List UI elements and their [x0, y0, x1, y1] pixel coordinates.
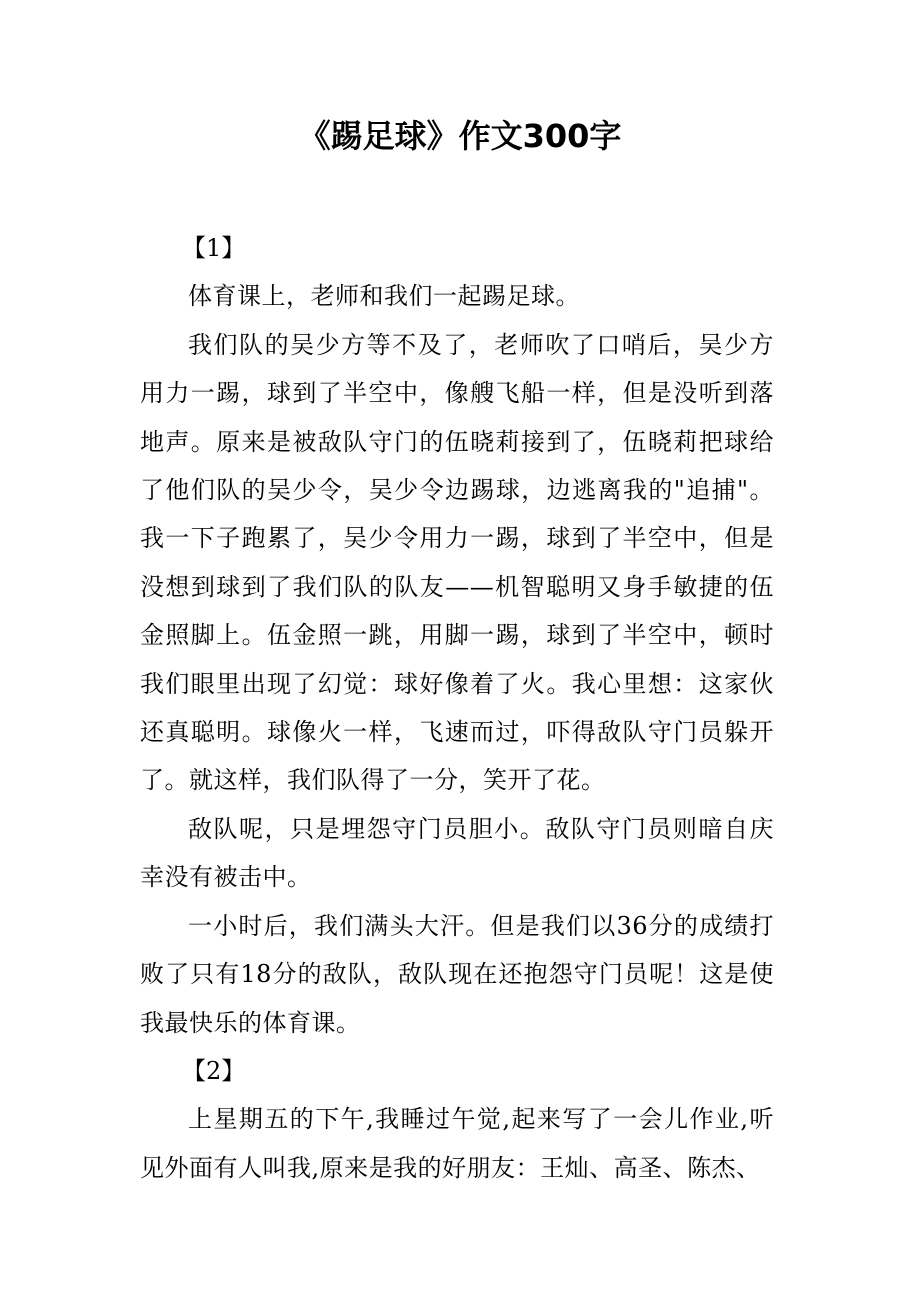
paragraph: 一小时后，我们满头大汗。但是我们以36分的成绩打败了只有18分的敌队，敌队现在还抱怨守门员呢！这是使我最快乐的体育课。: [140, 911, 774, 1037]
paragraph: 敌队呢，只是埋怨守门员胆小。敌队守门员则暗自庆幸没有被击中。: [140, 814, 774, 892]
section-marker: 【1】: [182, 234, 246, 262]
paragraph: 上星期五的下午,我睡过午觉,起来写了一会儿作业,听见外面有人叫我,原来是我的好朋友：王灿、高圣、陈杰、: [140, 1105, 774, 1182]
section-1: [140, 224, 774, 1047]
document-body: [140, 224, 774, 1192]
section-2: [140, 1047, 774, 1192]
paragraph: 体育课上，老师和我们一起踢足球。: [188, 282, 580, 311]
document-title: 《踢足球》作文300字: [298, 117, 622, 155]
paragraph: 我们队的吴少方等不及了，老师吹了口哨后，吴少方用力一踢，球到了半空中，像艘飞船一样，但是没听到落地声。原来是被敌队守门的伍晓莉接到了，伍晓莉把球给了他们队的吴少令，吴少令边踢球，边逃离我的"追捕"。我一下子跑累了，吴少令用力一踢，球到了半空中，但是没想到球到了我们队的队友——机智聪明又身手敏捷的伍金照脚上。伍金照一跳，用脚一踢，球到了半空中，顿时我们眼里出现了幻觉：球好像着了火。我心里想：这家伙还真聪明。球像火一样，飞速而过，吓得敌队守门员躲开了。就这样，我们队得了一分，笑开了花。: [140, 330, 774, 795]
section-marker: 【2】: [182, 1056, 246, 1085]
